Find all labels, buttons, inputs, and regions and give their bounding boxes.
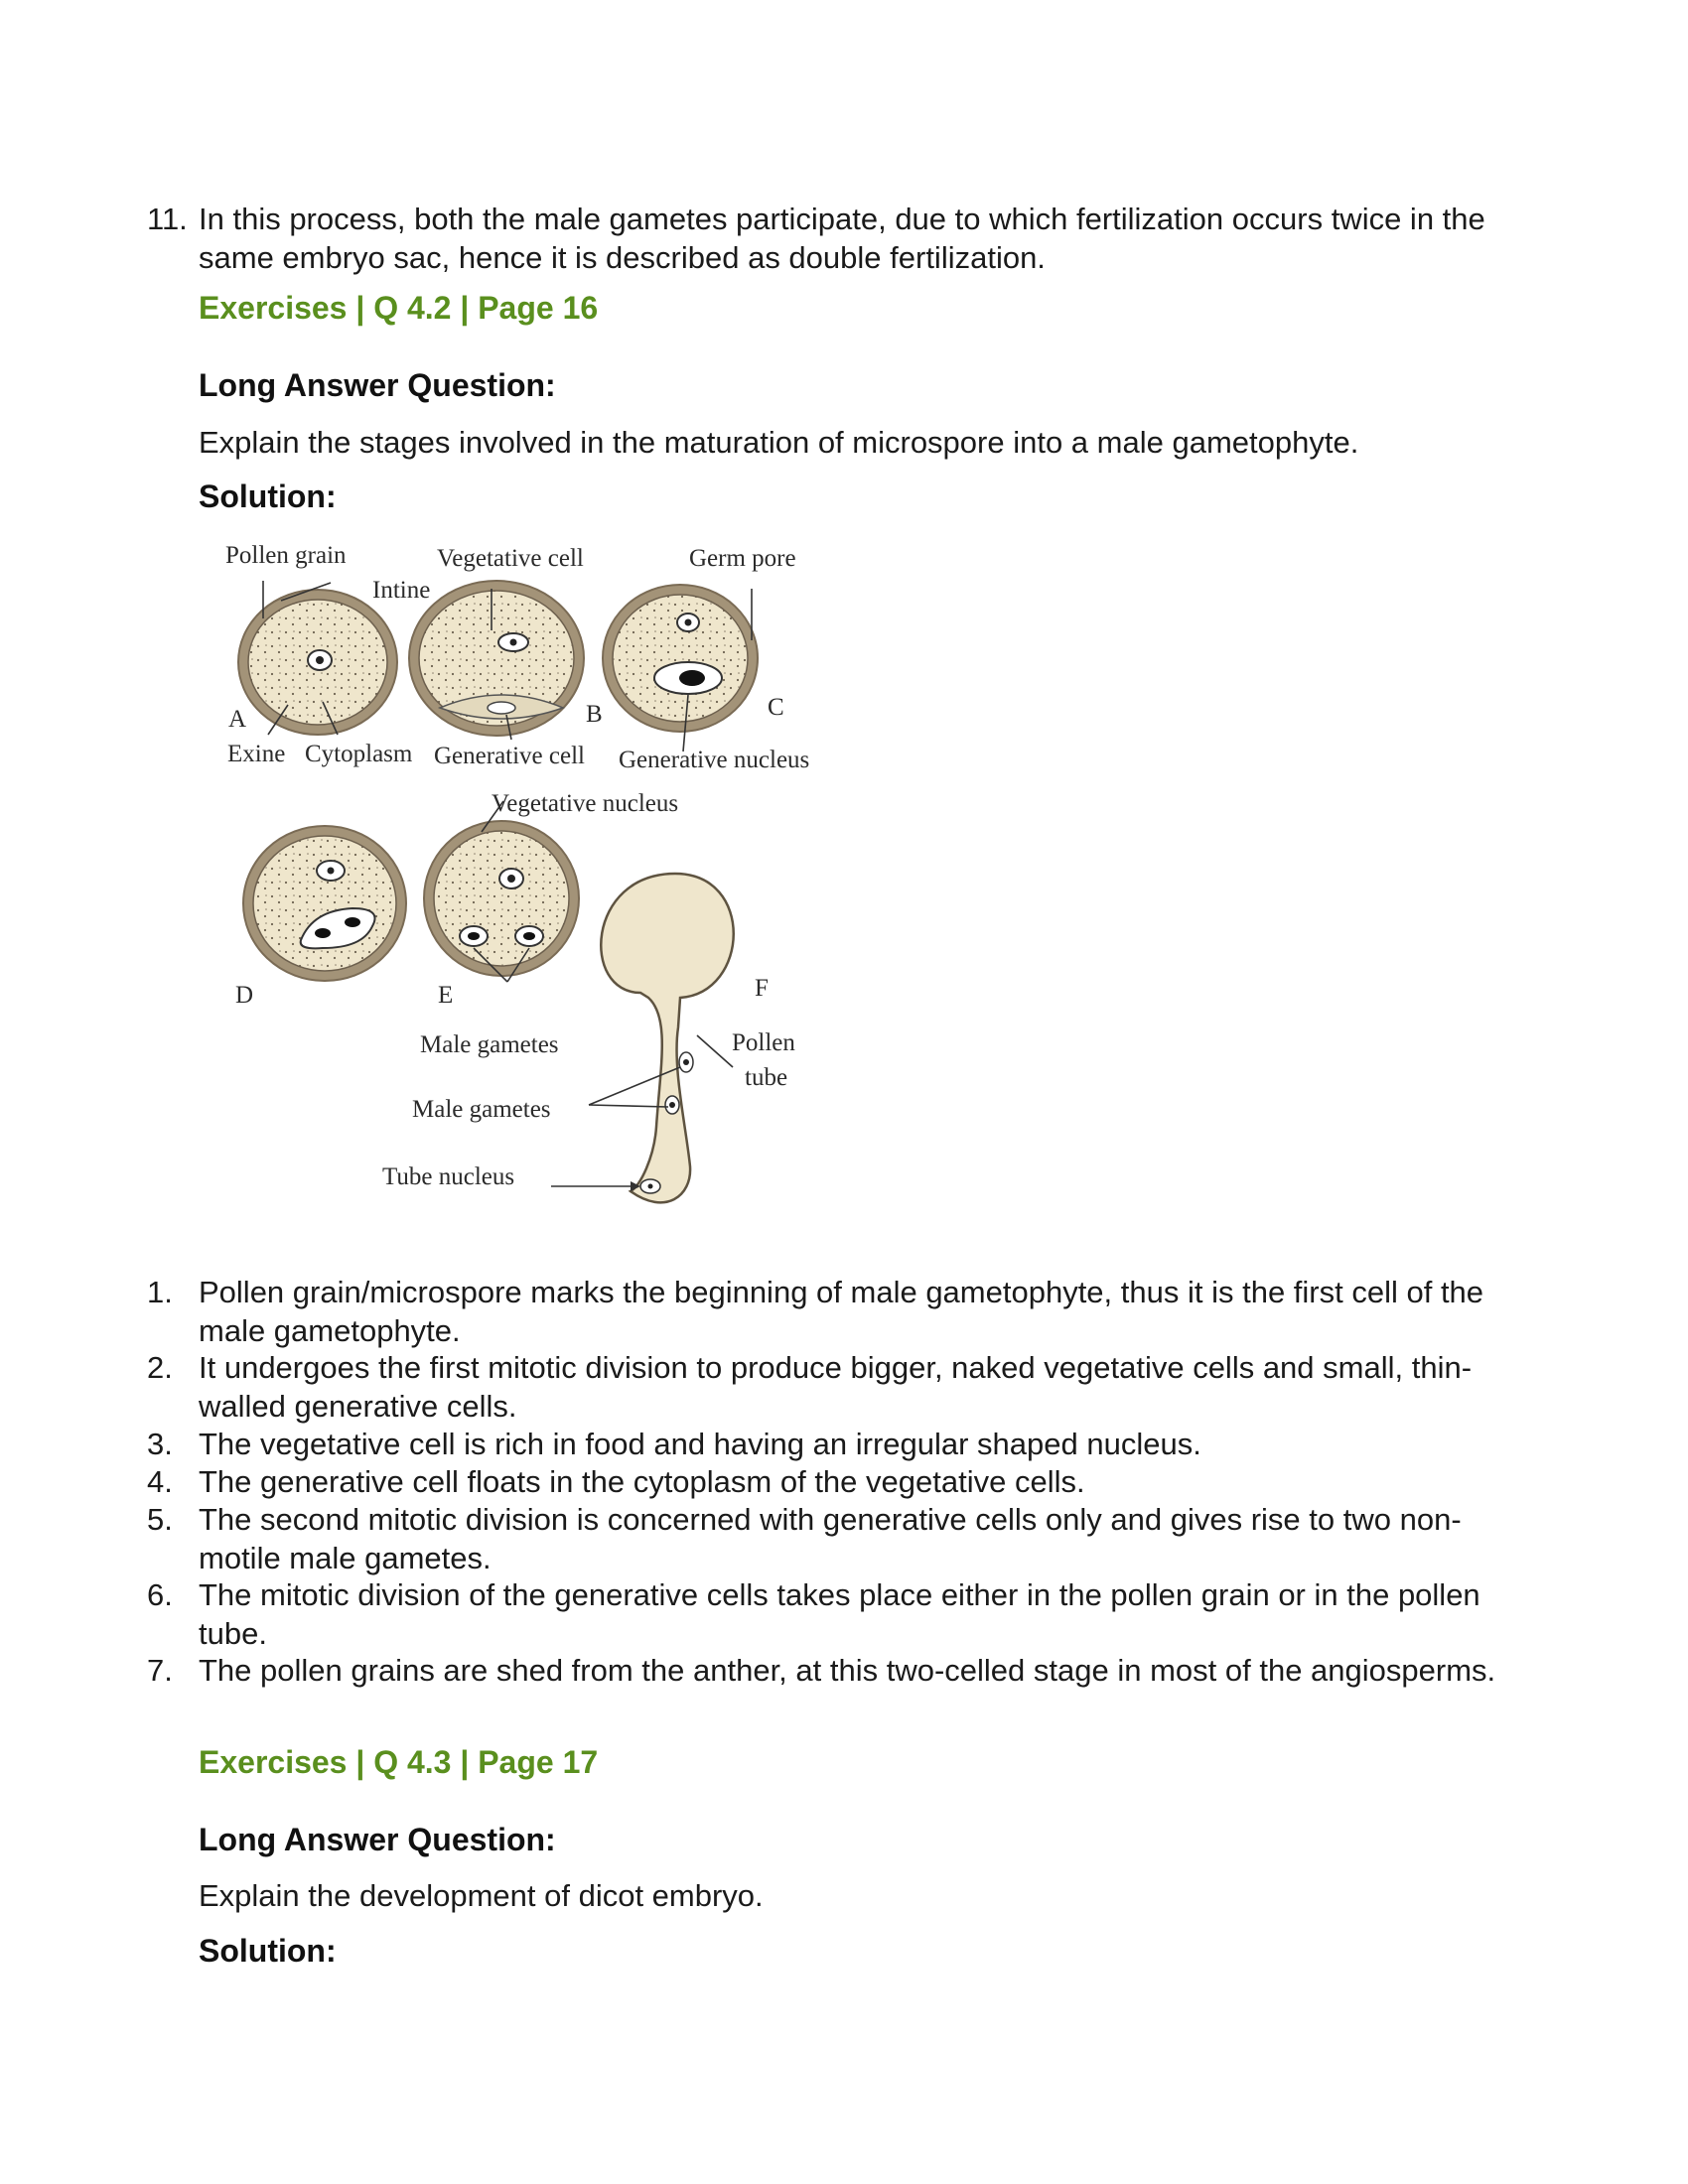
label-d: D — [235, 982, 254, 1009]
label-vegetative-nucleus: Vegetative nucleus — [492, 790, 679, 817]
label-intine: Intine — [372, 577, 431, 604]
label-cytoplasm: Cytoplasm — [305, 741, 413, 767]
list-text: Pollen grain/microspore marks the beginning of male gametophyte, thus it is the first cell of the male gametophyte. — [199, 1275, 1484, 1348]
label-pollen-grain: Pollen grain — [225, 542, 347, 569]
label-vegetative-cell: Vegetative cell — [437, 545, 584, 572]
label-pollen: Pollen — [732, 1029, 795, 1056]
label-tube-nucleus: Tube nucleus — [382, 1163, 515, 1190]
pollen-grain-stage-c — [603, 585, 758, 732]
label-germ-pore: Germ pore — [689, 545, 796, 572]
list-text: The mitotic division of the generative cells takes place either in the pollen grain or in the pollen tube. — [199, 1577, 1480, 1651]
label-c: C — [768, 694, 784, 721]
question-type-heading: Long Answer Question: — [199, 367, 556, 403]
label-generative-nucleus: Generative nucleus — [619, 747, 810, 773]
label-generative-cell: Generative cell — [434, 743, 585, 769]
list-text: The generative cell floats in the cytoplasm of the vegetative cells. — [199, 1464, 1085, 1499]
list-text: It undergoes the first mitotic division to produce bigger, naked vegetative cells and small, thin-walled generative cells. — [199, 1350, 1473, 1424]
pollen-grain-stage-a — [238, 590, 397, 735]
pollen-grain-stage-e — [424, 821, 579, 976]
microspore-maturation-diagram — [213, 531, 849, 1226]
question-text: Explain the development of dicot embryo. — [199, 1878, 764, 1913]
list-text: The vegetative cell is rich in food and having an irregular shaped nucleus. — [199, 1427, 1201, 1461]
label-exine: Exine — [227, 741, 286, 767]
exercise-reference[interactable]: Exercises | Q 4.2 | Page 16 — [199, 290, 599, 326]
list-number: 3. — [147, 1427, 173, 1461]
label-a: A — [228, 706, 247, 733]
label-e: E — [438, 982, 454, 1009]
pollen-grain-stage-f — [601, 874, 734, 1202]
pollen-grain-stage-d — [243, 826, 406, 981]
list-number: 6. — [147, 1577, 173, 1612]
list-text: The second mitotic division is concerned with generative cells only and gives rise to two non-motile male gametes. — [199, 1502, 1462, 1575]
list-number: 4. — [147, 1464, 173, 1499]
solution-label: Solution: — [199, 478, 337, 514]
question-type-heading: Long Answer Question: — [199, 1822, 556, 1857]
label-male-gametes-1: Male gametes — [420, 1031, 559, 1058]
label-f: F — [755, 975, 769, 1002]
label-tube: tube — [745, 1064, 788, 1091]
exercise-reference[interactable]: Exercises | Q 4.3 | Page 17 — [199, 1744, 599, 1780]
list-text: The pollen grains are shed from the anther, at this two-celled stage in most of the angiosperms. — [199, 1653, 1496, 1688]
list-number: 7. — [147, 1653, 173, 1688]
solution-label: Solution: — [199, 1933, 337, 1969]
list-number: 2. — [147, 1350, 173, 1385]
item-number: 11. — [147, 202, 188, 236]
item-text: In this process, both the male gametes participate, due to which fertilization occurs twice in the same embryo sac, hence it is described as double fertilization. — [199, 202, 1485, 275]
label-male-gametes-2: Male gametes — [412, 1096, 551, 1123]
label-b: B — [586, 701, 603, 728]
list-number: 5. — [147, 1502, 173, 1537]
pollen-grain-stage-b — [409, 581, 584, 736]
list-number: 1. — [147, 1275, 173, 1309]
question-text: Explain the stages involved in the maturation of microspore into a male gametophyte. — [199, 425, 1359, 460]
